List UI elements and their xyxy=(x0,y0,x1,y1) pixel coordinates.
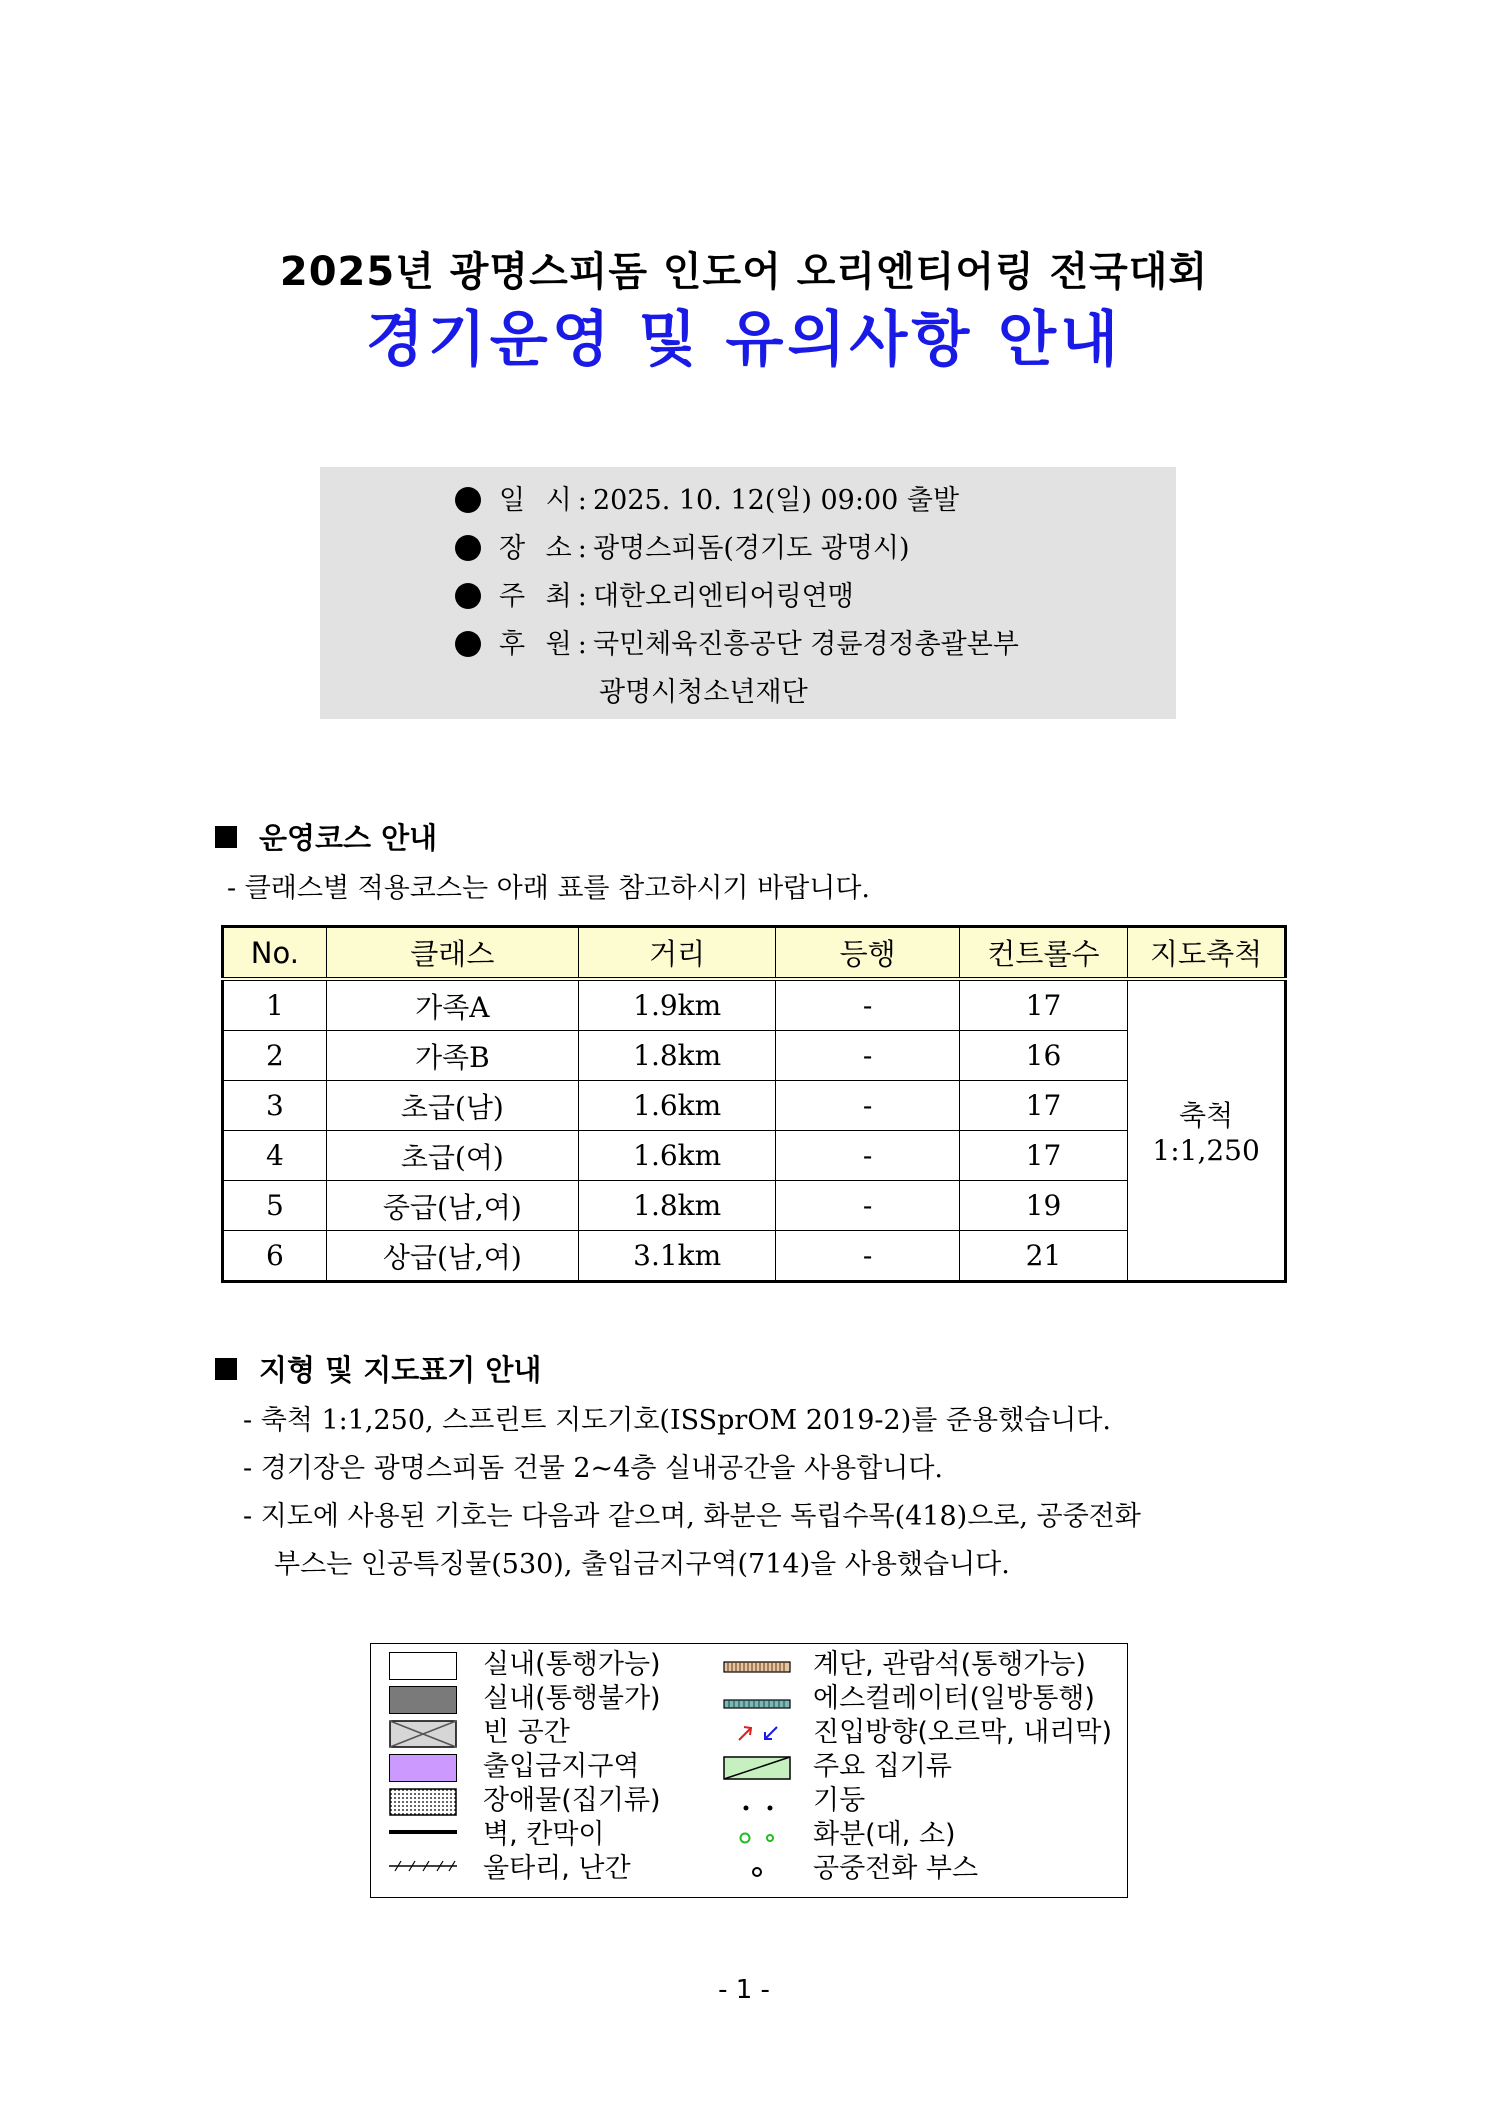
table-row xyxy=(223,1131,1286,1181)
cell-climb: - xyxy=(776,979,959,1031)
empty-space-icon xyxy=(389,1720,457,1748)
cell-no: 6 xyxy=(223,1231,327,1282)
cell-distance: 1.8km xyxy=(578,1031,776,1081)
cell-class: 가족A xyxy=(326,979,578,1031)
column-header: 지도축척 xyxy=(1128,927,1286,980)
cell-class: 상급(남,여) xyxy=(326,1231,578,1282)
cell-controls: 19 xyxy=(959,1181,1127,1231)
cell-class: 초급(남) xyxy=(326,1081,578,1131)
terrain-line-2: - 경기장은 광명스피돔 건물 2~4층 실내공간을 사용합니다. xyxy=(243,1453,943,1484)
square-bullet-icon xyxy=(215,1358,237,1380)
cell-controls: 21 xyxy=(959,1231,1127,1282)
plant-pot-icon xyxy=(737,1830,779,1844)
cell-climb: - xyxy=(776,1131,959,1181)
cell-no: 2 xyxy=(223,1031,327,1081)
section-heading-text: 운영코스 안내 xyxy=(259,821,438,855)
event-info-box xyxy=(320,467,1176,719)
map-symbol-legend xyxy=(370,1643,1128,1898)
legend-label: 주요 집기류 xyxy=(813,1751,952,1782)
obstacle-icon xyxy=(389,1788,457,1816)
document-subtitle: 경기운영 및 유의사항 안내 xyxy=(365,305,1123,375)
legend-label: 실내(통행가능) xyxy=(483,1649,661,1680)
square-bullet-icon xyxy=(215,826,237,848)
legend-label: 에스컬레이터(일방통행) xyxy=(813,1683,1095,1714)
cell-class: 초급(여) xyxy=(326,1131,578,1181)
cell-no: 3 xyxy=(223,1081,327,1131)
column-header: 등행 xyxy=(776,927,959,980)
info-label: 장 소: xyxy=(499,533,593,564)
bullet-icon xyxy=(455,583,481,609)
section-heading-text: 지형 및 지도표기 안내 xyxy=(259,1353,542,1387)
cell-no: 4 xyxy=(223,1131,327,1181)
cell-controls: 17 xyxy=(959,1131,1127,1181)
cell-climb: - xyxy=(776,1031,959,1081)
stairs-icon xyxy=(723,1658,791,1670)
cell-climb: - xyxy=(776,1181,959,1231)
column-header: 클래스 xyxy=(326,927,578,980)
legend-label: 진입방향(오르막, 내리막) xyxy=(813,1717,1113,1748)
cell-class: 가족B xyxy=(326,1031,578,1081)
course-table xyxy=(221,925,1287,1283)
info-label: 일 시: xyxy=(499,485,593,516)
course-description: - 클래스별 적용코스는 아래 표를 참고하시기 바랍니다. xyxy=(227,873,871,904)
legend-label: 출입금지구역 xyxy=(483,1751,640,1782)
legend-label: 공중전화 부스 xyxy=(813,1853,979,1884)
column-header: No. xyxy=(223,927,327,980)
phone-booth-icon xyxy=(750,1864,764,1878)
cell-climb: - xyxy=(776,1231,959,1282)
cell-map-scale xyxy=(1128,979,1286,1282)
cell-controls: 17 xyxy=(959,979,1127,1031)
legend-label: 화분(대, 소) xyxy=(813,1819,956,1850)
cell-climb: - xyxy=(776,1081,959,1131)
legend-label: 기둥 xyxy=(813,1785,866,1816)
info-label: 주 최: xyxy=(499,581,593,612)
table-row xyxy=(223,979,1286,1031)
escalator-icon xyxy=(723,1694,791,1704)
legend-label: 빈 공간 xyxy=(483,1717,570,1748)
wall-icon xyxy=(389,1830,457,1834)
legend-label: 장애물(집기류) xyxy=(483,1785,661,1816)
scale-value: 1:1,250 xyxy=(1152,1134,1260,1167)
bullet-icon xyxy=(455,487,481,513)
pillar-icon xyxy=(741,1798,775,1808)
cell-controls: 16 xyxy=(959,1031,1127,1081)
fence-icon xyxy=(389,1856,457,1876)
info-label: 후 원: xyxy=(499,629,593,660)
bullet-icon xyxy=(455,631,481,657)
section-heading-terrain xyxy=(215,1348,541,1389)
terrain-line-1: - 축척 1:1,250, 스프린트 지도기호(ISSprOM 2019-2)를 준용했습니다. xyxy=(243,1405,1111,1436)
info-row-venue xyxy=(455,525,910,573)
info-value: 광명스피돔(경기도 광명시) xyxy=(593,533,910,564)
table-row xyxy=(223,1231,1286,1282)
cell-class: 중급(남,여) xyxy=(326,1181,578,1231)
info-row-date xyxy=(455,477,959,525)
info-value: 국민체육진흥공단 경륜경정총괄본부 xyxy=(593,629,1019,660)
table-row xyxy=(223,1181,1286,1231)
cell-no: 5 xyxy=(223,1181,327,1231)
info-value: 2025. 10. 12(일) 09:00 출발 xyxy=(593,485,960,516)
restricted-area-icon xyxy=(389,1754,457,1782)
document-title: 2025년 광명스피돔 인도어 오리엔티어링 전국대회 xyxy=(279,249,1209,295)
terrain-line-3: - 지도에 사용된 기호는 다음과 같으며, 화분은 독립수목(418)으로, 공중전화 xyxy=(243,1501,1141,1532)
cell-distance: 1.8km xyxy=(578,1181,776,1231)
info-value: 광명시청소년재단 xyxy=(599,677,808,708)
legend-label: 실내(통행불가) xyxy=(483,1683,661,1714)
bullet-icon xyxy=(455,535,481,561)
scale-label: 축척 xyxy=(1179,1099,1234,1132)
cell-controls: 17 xyxy=(959,1081,1127,1131)
table-row xyxy=(223,1031,1286,1081)
column-header: 거리 xyxy=(578,927,776,980)
page-number: - 1 - xyxy=(718,1975,770,2005)
info-row-host xyxy=(455,573,854,621)
legend-label: 울타리, 난간 xyxy=(483,1853,631,1884)
cell-distance: 1.9km xyxy=(578,979,776,1031)
cell-distance: 1.6km xyxy=(578,1131,776,1181)
indoor-passable-icon xyxy=(389,1652,457,1680)
table-header-row xyxy=(223,927,1286,980)
info-row-sponsor-2 xyxy=(599,669,808,717)
major-furniture-icon xyxy=(723,1756,791,1780)
info-row-sponsor xyxy=(455,621,1019,669)
cell-no: 1 xyxy=(223,979,327,1031)
cell-distance: 1.6km xyxy=(578,1081,776,1131)
direction-arrows-icon xyxy=(735,1720,783,1746)
legend-label: 벽, 칸막이 xyxy=(483,1819,605,1850)
terrain-line-4: 부스는 인공특징물(530), 출입금지구역(714)을 사용했습니다. xyxy=(274,1549,1010,1580)
table-row xyxy=(223,1081,1286,1131)
info-value: 대한오리엔티어링연맹 xyxy=(593,581,854,612)
section-heading-course xyxy=(215,816,437,857)
cell-distance: 3.1km xyxy=(578,1231,776,1282)
legend-label: 계단, 관람석(통행가능) xyxy=(813,1649,1086,1680)
column-header: 컨트롤수 xyxy=(959,927,1127,980)
indoor-blocked-icon xyxy=(389,1686,457,1714)
